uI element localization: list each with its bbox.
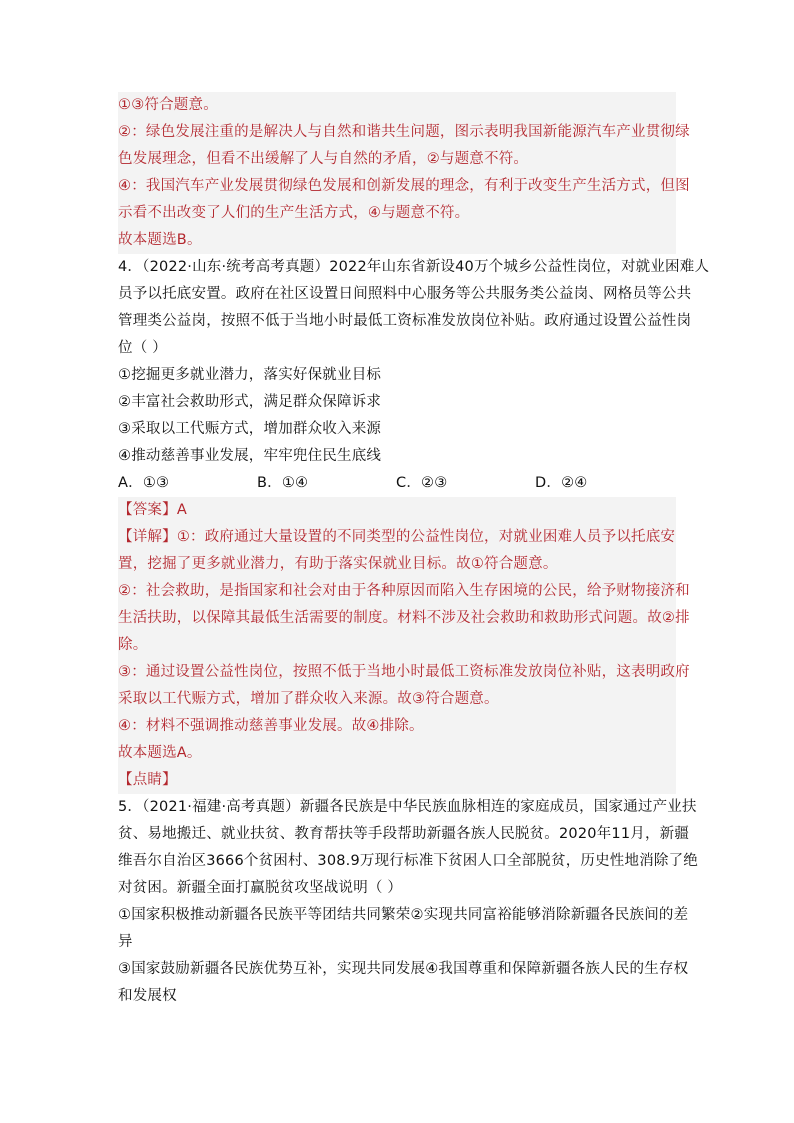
q5-item: ③国家鼓励新疆各民族优势互补，实现共同发展④我国尊重和保障新疆各族人民的生存权: [118, 961, 689, 977]
analysis-text: 排除。: [379, 718, 424, 734]
q4-detail-line: [118, 686, 676, 713]
analysis-text: ：材料不强调推动慈善事业发展。故: [131, 718, 367, 734]
option-mark: ④: [367, 205, 382, 221]
q4-stem-line: 4．（2022·山东·统考高考真题）2022年山东省新设40万个城乡公益性岗位，对就业困难人: [118, 259, 710, 275]
q4-detail-line: 除。: [118, 632, 676, 659]
analysis-text: ：我国汽车产业发展贯彻绿色发展和创新发展的理念，有利于改变生产生活方式，但图: [131, 178, 690, 194]
analysis-text: ：绿色发展注重的是解决人与自然和谐共生问题，图示表明我国新能源汽车产业贯彻绿: [131, 124, 690, 140]
q4-detail-line: [118, 713, 676, 740]
analysis-text: ：政府通过大量设置的不同类型的公益性岗位，对就业困难人员予以托底安: [190, 529, 676, 545]
q5-item: 异: [118, 934, 133, 950]
q4-detail-line: [118, 605, 690, 632]
analysis-text: 符合题意。: [484, 556, 558, 572]
q3-analysis-line: [118, 146, 676, 173]
answer-label: 【答案】: [118, 502, 177, 518]
q4-item: ①挖掘更多就业潜力，落实好保就业目标: [118, 367, 382, 383]
q4-highlight-label: 【点睛】: [118, 767, 676, 794]
option-mark: ②: [426, 151, 440, 167]
analysis-text: 采取以工代赈方式，增加了群众收入来源。故: [118, 691, 412, 707]
q4-stem-line: 位（ ）: [118, 340, 167, 356]
q5-stem-line: 维吾尔自治区3666个贫困村、308.9万现行标准下贫困人口全部脱贫，历史性地消除了绝: [118, 853, 699, 869]
analysis-text: 置，挖掘了更多就业潜力，有助于落实保就业目标。故: [118, 556, 471, 572]
page-content: [118, 92, 710, 1010]
q4-option-b: B．①④: [257, 475, 309, 491]
q4-answer: [118, 497, 676, 524]
option-mark: ②: [118, 583, 132, 599]
q4-item: ②丰富社会救助形式，满足群众保障诉求: [118, 394, 382, 410]
analysis-text: 色发展理念，但看不出缓解了人与自然的矛盾，: [118, 151, 427, 167]
q4-conclusion: 故本题选A。: [118, 740, 676, 767]
analysis-text: ：社会救助，是指国家和社会对由于各种原因而陷入生存困境的公民，给予财物接济和: [131, 583, 690, 599]
analysis-text: 示看不出改变了人们的生产生活方式，: [118, 205, 368, 221]
option-mark: ②: [118, 124, 132, 140]
q4-item: ③采取以工代赈方式，增加群众收入来源: [118, 421, 382, 437]
option-mark: ①: [470, 556, 485, 572]
option-mark: ④: [118, 718, 132, 734]
option-mark: ②: [661, 610, 676, 626]
q4-options: [118, 470, 676, 497]
q5-stem-line: 对贫困。新疆全面打赢脱贫攻坚战说明（ ）: [118, 880, 403, 896]
q4-stem-line: 管理类公益岗，按照不低于当地小时最低工资标准发放岗位补贴。政府通过设置公益性岗: [118, 313, 692, 329]
analysis-text: 与题意不符。: [439, 151, 529, 167]
q4-detail-line: [118, 578, 690, 605]
q3-analysis-line: [118, 200, 676, 227]
option-mark: ①: [176, 529, 191, 545]
analysis-text: ：通过设置公益性岗位，按照不低于当地小时最低工资标准发放岗位补贴，这表明政府: [131, 664, 690, 680]
detail-label: 【详解】: [118, 529, 177, 545]
q3-analysis-line: ①③符合题意。: [118, 92, 676, 119]
option-mark: ④: [118, 178, 132, 194]
analysis-text: 生活扶助，以保障其最低生活需要的制度。材料不涉及社会救助和救助形式问题。故: [118, 610, 662, 626]
q4-detail-line: [118, 551, 676, 578]
option-mark: ③: [412, 691, 426, 707]
q4-detail-line: [118, 524, 676, 551]
option-mark: ④: [366, 718, 380, 734]
q4-detail-line: [118, 659, 690, 686]
q3-analysis-line: [118, 119, 690, 146]
q3-analysis-line: [118, 173, 690, 200]
q3-conclusion: 故本题选B。: [118, 227, 676, 254]
q4-item: ④推动慈善事业发展，牢牢兜住民生底线: [118, 448, 382, 464]
analysis-text: 符合题意。: [425, 691, 499, 707]
q4-stem-line: 员予以托底安置。政府在社区设置日间照料中心服务等公共服务类公益岗、网格员等公共: [118, 286, 692, 302]
q5-item: ①国家积极推动新疆各民族平等团结共同繁荣②实现共同富裕能够消除新疆各民族间的差: [118, 907, 689, 923]
q5-stem-line: 贫、易地搬迁、就业扶贫、教育帮扶等手段帮助新疆各族人民脱贫。2020年11月，新疆: [118, 826, 690, 842]
q4-option-c: C．②③: [396, 475, 448, 491]
option-mark: ③: [118, 664, 132, 680]
q5-item: 和发展权: [118, 988, 177, 1004]
analysis-text: 排: [675, 610, 690, 626]
analysis-text: 与题意不符。: [381, 205, 470, 221]
answer-value: A: [176, 502, 187, 518]
q5-stem-line: 5．（2021·福建·高考真题）新疆各民族是中华民族血脉相连的家庭成员，国家通过产业扶: [118, 799, 697, 815]
q4-option-d: D．②④: [535, 475, 588, 491]
q4-option-a: A．①③: [118, 475, 170, 491]
